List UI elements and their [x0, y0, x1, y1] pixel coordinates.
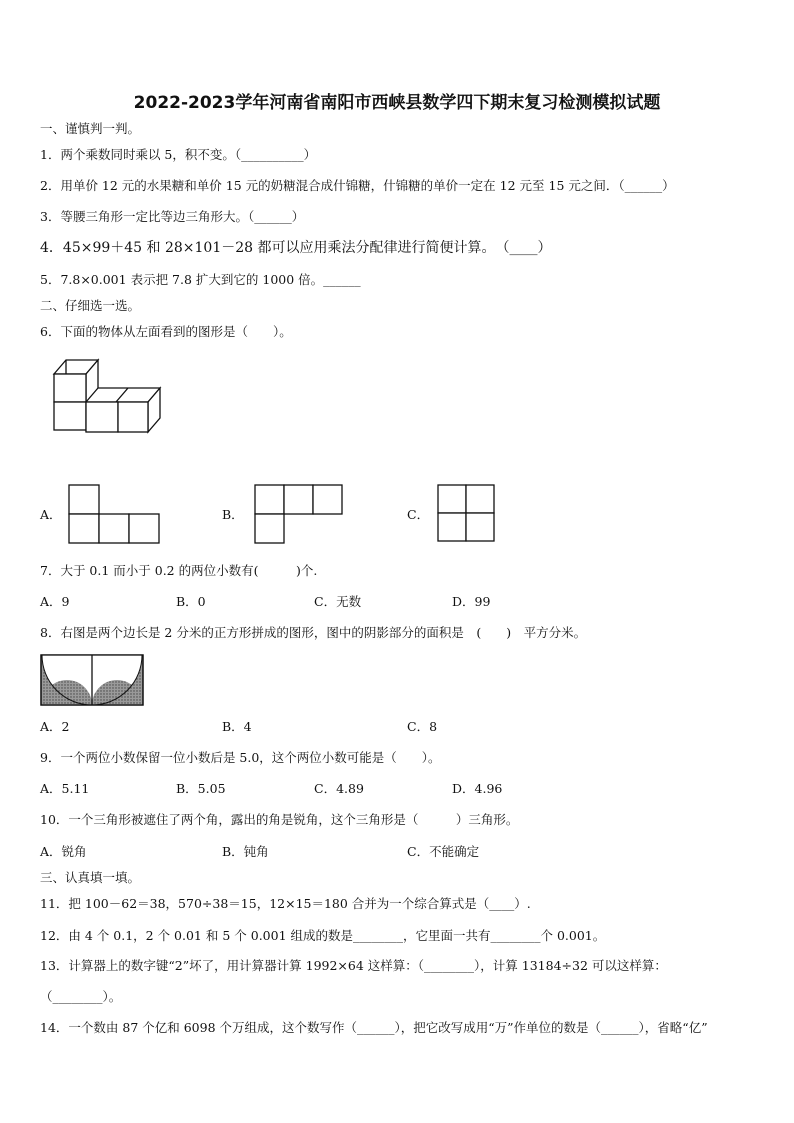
q7-option-a: A．9 — [40, 594, 70, 609]
question-5: 5．7.8×0.001 表示把 7.8 扩大到它的 1000 倍。______ — [40, 272, 361, 287]
cube-object-figure — [50, 356, 164, 448]
q10-option-b: B．钝角 — [222, 844, 269, 859]
question-13-line-2: （________）。 — [40, 989, 122, 1004]
q6-option-a: A． — [40, 507, 62, 522]
question-9: 9．一个两位小数保留一位小数后是 5.0，这个两位小数可能是（ ）。 — [40, 750, 441, 765]
question-4: 4．45×99＋45 和 28×101－28 都可以应用乘法分配律进行简便计算。 （____） — [40, 240, 552, 256]
question-10: 10．一个三角形被遮住了两个角，露出的角是锐角，这个三角形是（ ）三角形。 — [40, 812, 519, 827]
q8-option-a: A．2 — [40, 719, 70, 734]
q7-option-b: B．0 — [176, 594, 206, 609]
q9-option-d: D．4.96 — [452, 781, 503, 796]
q6-option-c-shape — [437, 484, 495, 542]
q8-option-c: C．8 — [407, 719, 438, 734]
q9-option-c: C．4.89 — [314, 781, 364, 796]
q7-option-c: C．无数 — [314, 594, 362, 609]
q9-option-b: B．5.05 — [176, 781, 226, 796]
question-1: 1．两个乘数同时乘以 5，积不变。（__________） — [40, 147, 317, 162]
q6-option-c: C． — [407, 507, 430, 522]
question-6: 6．下面的物体从左面看到的图形是（ ）。 — [40, 324, 292, 339]
question-12: 12．由 4 个 0.1，2 个 0.01 和 5 个 0.001 组成的数是________，它里面一共有________个 0.001。 — [40, 928, 606, 943]
question-3: 3．等腰三角形一定比等边三角形大。（______） — [40, 209, 305, 224]
q6-option-a-shape — [68, 484, 160, 544]
q6-option-b-shape — [254, 484, 344, 544]
question-11: 11．把 100－62＝38，570÷38＝15，12×15＝180 合并为一个综合算式是（____）. — [40, 896, 531, 911]
q7-option-d: D．99 — [452, 594, 491, 609]
q6-option-b: B． — [222, 507, 244, 522]
question-7: 7．大于 0.1 而小于 0.2 的两位小数有( )个. — [40, 563, 318, 578]
shaded-squares-figure — [40, 654, 144, 706]
question-2: 2．用单价 12 元的水果糖和单价 15 元的奶糖混合成什锦糖，什锦糖的单价一定在 12 元至 15 元之间．（______） — [40, 178, 675, 193]
q10-option-a: A．锐角 — [40, 844, 87, 859]
question-14: 14．一个数由 87 个亿和 6098 个万组成，这个数写作（______），把它改写成用“万”作单位的数是（______），省略“亿” — [40, 1020, 708, 1035]
q9-option-a: A．5.11 — [40, 781, 90, 796]
section-heading-fill: 三、认真填一填。 — [40, 870, 141, 885]
page-title: 2022-2023学年河南省南阳市西峡县数学四下期末复习检测模拟试题 — [133, 93, 661, 113]
question-13-line-1: 13．计算器上的数字键“2”坏了，用计算器计算 1992×64 这样算：（________），计算 13184÷32 可以这样算： — [40, 958, 667, 973]
section-heading-choose: 二、仔细选一选。 — [40, 298, 141, 313]
question-8: 8．右图是两个边长是 2 分米的正方形拼成的图形，图中的阴影部分的面积是 ( ) 平方分米。 — [40, 625, 587, 640]
q8-option-b: B．4 — [222, 719, 252, 734]
q10-option-c: C．不能确定 — [407, 844, 480, 859]
section-heading-judge: 一、谨慎判一判。 — [40, 121, 141, 136]
